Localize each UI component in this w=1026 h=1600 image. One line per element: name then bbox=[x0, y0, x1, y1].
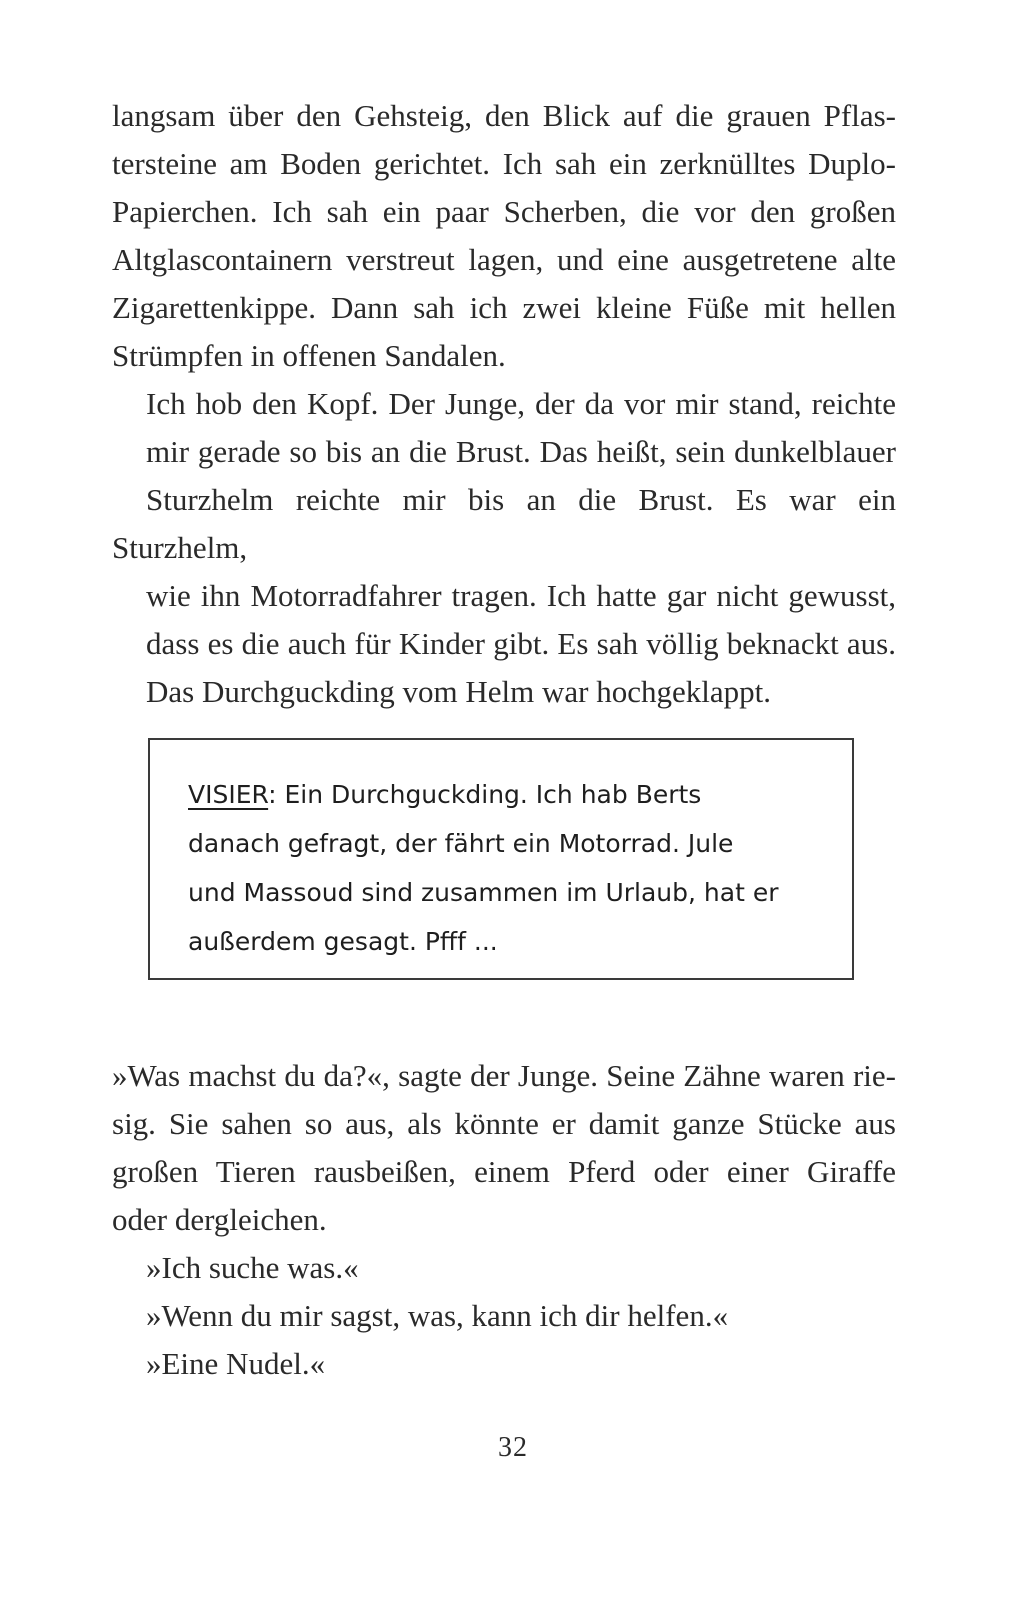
text-line: mir gerade so bis an die Brust. Das heißt, sein dunkelblauer bbox=[146, 434, 896, 469]
text-line: oder dergleichen. bbox=[112, 1202, 327, 1237]
dialogue-line: »Eine Nudel.« bbox=[146, 1346, 326, 1381]
text-line: Sturzhelm reichte mir bis an die Brust. Es war ein Sturzhelm, bbox=[112, 482, 896, 565]
paragraph-2 bbox=[112, 380, 896, 716]
paragraph-1 bbox=[112, 92, 896, 380]
text-line: langsam über den Gehsteig, den Blick auf die grauen Pflas- bbox=[112, 98, 896, 133]
note-box bbox=[148, 738, 854, 980]
text-line: sig. Sie sahen so aus, als könnte er damit ganze Stücke aus bbox=[112, 1106, 896, 1141]
text-line: Zigarettenkippe. Dann sah ich zwei kleine Füße mit hellen bbox=[112, 290, 896, 325]
text-line: Strümpfen in offenen Sandalen. bbox=[112, 338, 506, 373]
paragraph-3 bbox=[112, 1052, 896, 1244]
dialogue-line: »Ich suche was.« bbox=[146, 1250, 359, 1285]
page-number: 32 bbox=[498, 1432, 528, 1463]
dialogue-line: »Wenn du mir sagst, was, kann ich dir helfen.« bbox=[146, 1298, 729, 1333]
text-line: Altglascontainern verstreut lagen, und eine ausgetretene alte bbox=[112, 242, 896, 277]
text-line: tersteine am Boden gerichtet. Ich sah ein zerknülltes Duplo- bbox=[112, 146, 896, 181]
text-line: dass es die auch für Kinder gibt. Es sah völlig beknackt aus. bbox=[146, 626, 896, 661]
text-line: wie ihn Motorradfahrer tragen. Ich hatte gar nicht gewusst, bbox=[146, 578, 896, 613]
lower-text bbox=[112, 1052, 896, 1388]
text-line: Das Durchguckding vom Helm war hochgeklappt. bbox=[146, 674, 772, 709]
note-term: VISIER bbox=[188, 780, 269, 809]
note-text bbox=[188, 770, 828, 966]
text-line: großen Tieren rausbeißen, einem Pferd oder einer Giraffe bbox=[112, 1154, 896, 1189]
text-line: Ich hob den Kopf. Der Junge, der da vor mir stand, reichte bbox=[146, 386, 896, 421]
note-line bbox=[188, 770, 828, 819]
text-line: »Was machst du da?«, sagte der Junge. Seine Zähne waren rie- bbox=[112, 1058, 896, 1093]
upper-text bbox=[112, 92, 896, 716]
note-line-rest: : Ein Durchguckding. Ich hab Berts bbox=[268, 780, 702, 809]
note-line: und Massoud sind zusammen im Urlaub, hat er bbox=[188, 878, 779, 907]
note-line: außerdem gesagt. Pfff ... bbox=[188, 927, 498, 956]
text-line: Papierchen. Ich sah ein paar Scherben, die vor den großen bbox=[112, 194, 896, 229]
note-line: danach gefragt, der fährt ein Motorrad. Jule bbox=[188, 829, 734, 858]
